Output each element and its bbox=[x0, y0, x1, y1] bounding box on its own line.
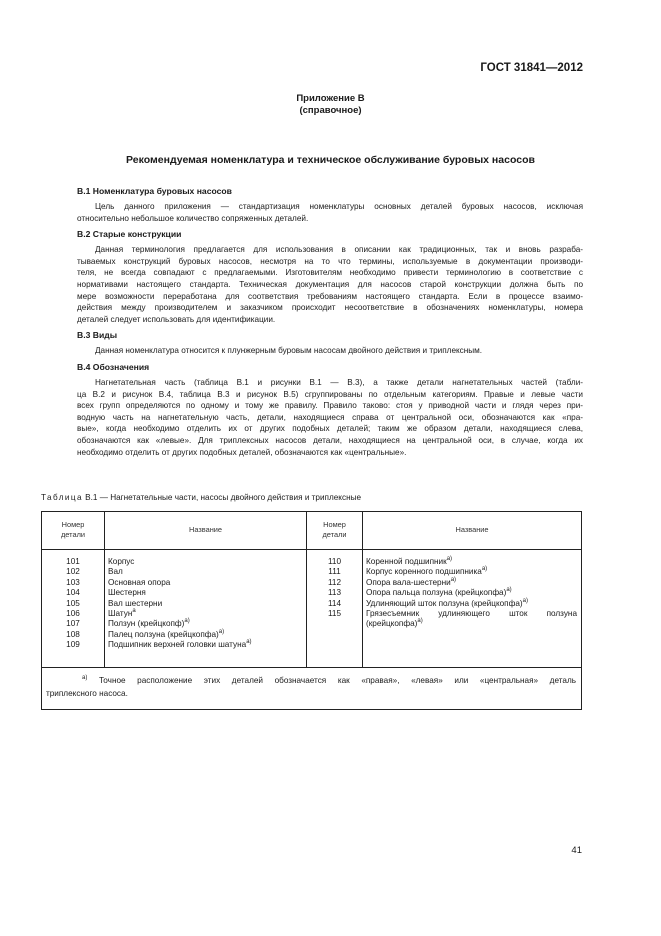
footnote-ref: а) bbox=[450, 576, 457, 583]
footnote-ref: а) bbox=[522, 597, 528, 604]
part-name: Грязесъемник удлиняющего шток ползуна bbox=[366, 609, 577, 619]
footnote-ref: а) bbox=[506, 587, 512, 594]
main-content bbox=[77, 186, 583, 458]
part-name: Коренной подшипник$^{а)}$ bbox=[366, 556, 453, 566]
part-number: 101 bbox=[66, 557, 80, 566]
part-number: 107 bbox=[66, 619, 80, 629]
table-caption-word: Таблица bbox=[41, 493, 83, 502]
col-header-name-right: Название bbox=[455, 525, 489, 534]
footnote-ref: а) bbox=[446, 556, 453, 562]
part-number: 115 bbox=[327, 609, 342, 619]
section-b1-text bbox=[77, 201, 583, 224]
text-line: обозначаются как «левые». Для триплексных насосов детали, находящиеся на центральной оси, в случае, когда их bbox=[77, 435, 583, 445]
part-number: 109 bbox=[66, 640, 80, 650]
text-line: ца В.2 и рисунок В.4, таблица В.3 и рисунок В.5) сгруппированы по отдельным категориям. Правые и левые части bbox=[77, 389, 583, 399]
page-number: 41 bbox=[571, 845, 582, 856]
document-title: Рекомендуемая номенклатура и техническое обслуживание буровых насосов bbox=[126, 154, 535, 166]
table-caption bbox=[41, 493, 361, 502]
text-line: теля, не всегда совпадают с предлагаемыми. Изготовителям необходимо привести терминологию в соответствие с bbox=[77, 268, 583, 278]
part-number: 113 bbox=[327, 588, 342, 598]
annex-heading bbox=[0, 93, 661, 117]
footnote-ref: а) bbox=[218, 628, 225, 635]
part-name: Корпус bbox=[108, 557, 135, 566]
text-line: деталей следует использовать для идентификации. bbox=[77, 314, 276, 324]
text-line: всех групп определяются по одному и тому же правилу. Правило таково: стоя у приводной части и глядя через при- bbox=[77, 401, 583, 411]
part-name: Шатун$^а$ bbox=[108, 608, 136, 619]
part-name: Вал bbox=[108, 567, 123, 577]
footnote-line-1: $^{а)}$ Точное расположение этих деталей обозначается как «правая», «левая» или «центральная» деталь bbox=[82, 675, 576, 685]
footnote-ref: а) bbox=[417, 618, 423, 625]
part-number: 111 bbox=[328, 567, 341, 577]
part-number: 110 bbox=[327, 557, 342, 566]
part-name: Шестерня bbox=[108, 588, 146, 598]
footnote-ref: а bbox=[132, 608, 136, 615]
text-line: действия между производителем и заказчиком происходит несоответствие в обозначениях номенклатуры, номера bbox=[77, 303, 583, 313]
table-footnote bbox=[46, 674, 576, 700]
text-line: относительно небольшое количество сопряженных деталей. bbox=[77, 213, 309, 223]
table-caption-text: В.1 — Нагнетательные части, насосы двойного действия и триплексные bbox=[82, 493, 362, 502]
text-line: Данная номенклатура относится к плунжерным буровым насосам двойного действия и триплексным. bbox=[95, 346, 483, 356]
part-number: 114 bbox=[327, 598, 342, 608]
text-line: необходимо отделить от других подобных деталей, обозначаются как «центральные». bbox=[77, 447, 407, 457]
section-b4-text bbox=[77, 377, 583, 458]
part-name: Опора вала-шестерни$^{а)}$ bbox=[366, 576, 457, 587]
part-number: 105 bbox=[66, 598, 80, 608]
part-name: Палец ползуна (крейцкопфа)$^{а)}$ bbox=[108, 628, 225, 639]
part-number: 106 bbox=[66, 609, 80, 619]
section-heading-b1: В.1 Номенклатура буровых насосов bbox=[77, 186, 232, 196]
part-number: 102 bbox=[66, 567, 80, 577]
part-number: 108 bbox=[66, 629, 80, 639]
part-name: Основная опора bbox=[108, 577, 171, 587]
annex-title: Приложение В bbox=[296, 93, 365, 104]
left-part-numbers bbox=[42, 557, 104, 651]
part-number: 104 bbox=[66, 588, 80, 598]
col-header-part-number-left: Номер детали bbox=[60, 520, 86, 539]
right-part-names bbox=[366, 557, 577, 630]
section-b3-text bbox=[77, 345, 583, 357]
text-line: мере возможности переработана для соответствия требованиям настоящего стандарта. Если в процессе взаимо- bbox=[77, 291, 583, 301]
col-header-part-number-right: Номер детали bbox=[322, 520, 347, 539]
section-heading-b3: В.3 Виды bbox=[77, 330, 118, 341]
text-line: Данная терминология предлагается для использования в описании как традиционных, так и вновь разраба- bbox=[95, 245, 583, 255]
part-name: Опора пальца ползуна (крейцкопфа)$^{а)}$ bbox=[366, 587, 512, 598]
part-name: Удлиняющий шток ползуна (крейцкопфа)$^{а)}$ bbox=[366, 597, 528, 608]
text-line: вые», когда необходимо отделить их от других подобных деталей; таким же образом детали, находящиеся слева, bbox=[77, 424, 583, 434]
footnote-ref: а) bbox=[246, 639, 252, 646]
footnote-ref: а) bbox=[481, 566, 488, 573]
left-part-names bbox=[108, 557, 304, 651]
part-number: 112 bbox=[327, 577, 342, 587]
part-name: Подшипник верхней головки шатуна$^{а)}$ bbox=[108, 639, 252, 650]
text-line: водную часть на нагнетательную часть, детали, находящиеся справа от центральной оси, обозначаются как «пра- bbox=[77, 412, 583, 422]
section-b2-text bbox=[77, 244, 583, 325]
part-name: Вал шестерни bbox=[108, 598, 163, 608]
annex-type: (справочное) bbox=[299, 105, 362, 116]
footnote-mark: а) bbox=[82, 675, 88, 681]
footnote-ref: а) bbox=[184, 618, 190, 625]
part-number: 103 bbox=[66, 577, 80, 587]
right-part-numbers bbox=[307, 557, 362, 619]
col-header-name-left: Название bbox=[188, 525, 223, 534]
text-line: Нагнетательная часть (таблица В.1 и рисунки В.1 — В.3), а также детали нагнетательных частей (табли- bbox=[95, 377, 583, 387]
text-line: Цель данного приложения — стандартизация номенклатуры основных деталей буровых насосов, исключая bbox=[95, 202, 583, 211]
parts-table bbox=[41, 511, 582, 710]
part-name: Корпус коренного подшипника$^{а)}$ bbox=[366, 566, 488, 577]
section-heading-b4: В.4 Обозначения bbox=[77, 361, 150, 372]
part-name: Ползун (крейцкопф)$^{а)}$ bbox=[108, 618, 190, 629]
section-heading-b2: В.2 Старые конструкции bbox=[77, 229, 182, 240]
standard-code: ГОСТ 31841—2012 bbox=[480, 62, 583, 74]
footnote-line-2: триплексного насоса. bbox=[46, 689, 128, 698]
text-line: тываемых конструкций буровых насосов, несмотря на то что термины, используемые в документации производи- bbox=[77, 256, 583, 266]
part-name-continuation: (крейцкопфа)$^{а)}$ bbox=[366, 618, 423, 629]
text-line: нормативами настоящего стандарта. Техническая документация для насосов старой конструкции должна быть по bbox=[77, 279, 583, 289]
